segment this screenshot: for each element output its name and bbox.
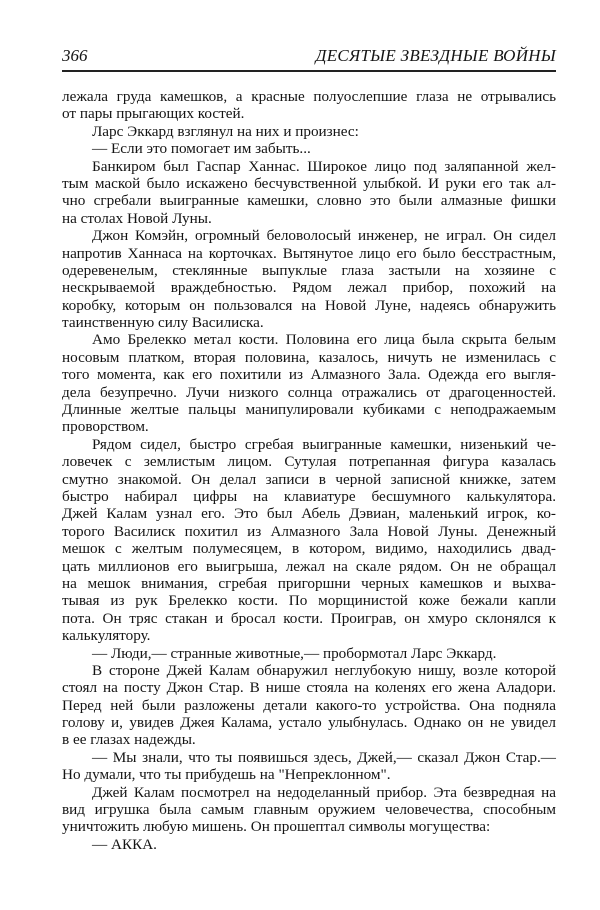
page-body-text [62,88,556,853]
text-line: мешок с желтым полумесяцем, в котором, видимо, находились двад- [62,540,556,558]
page-number: 366 [62,46,88,65]
paragraph [62,436,556,645]
text-line: пота. Он тряс стакан и бросал кости. Проиграв, он хмуро склонялся к [62,609,556,627]
text-line: Длинные желтые пальцы манипулировали кубиками с неподражаемым [62,401,556,419]
text-line: голову и, увидев Джея Калама, устало улыбнулась. Однако он не увидел [62,714,556,732]
text-line: дела безупречно. Лучи низкого солнца отражались от драгоценностей. [62,383,556,401]
text-line: торого Василиск похитил из Алмазного Зала Новой Луны. Денежный [62,522,556,540]
text-line: Джей Калам узнал его. Это был Абель Дэвиан, маленький игрок, ко- [62,505,556,523]
text-line: тывая из рук Брелекко кости. По морщинистой коже бежали капли [62,592,556,610]
text-line: Ларс Эккард взглянул на них и произнес: [92,122,359,140]
text-line: ловечек с землистым лицом. Сутулая потрепанная фигура казалась [62,453,556,471]
text-line: Но думали, что ты прибудешь на "Непреклонном". [62,766,391,784]
text-line: вид игрушка была самым главным оружием человечества, способным [62,801,556,819]
text-line: в ее глазах надежды. [62,731,196,749]
text-line: того момента, как его похитили из Алмазного Зала. Одежда его выгля- [62,366,556,384]
text-line: проворством. [62,418,149,436]
paragraph [62,836,556,853]
text-line: уничтожить любую мишень. Он прошептал символы могущества: [62,818,491,836]
text-line: — АККА. [92,835,157,853]
text-line: быстро набирал цифры на клавиатуре бесшумного калькулятора. [62,487,556,505]
paragraph [62,158,556,228]
text-line: Джей Калам посмотрел на недоделанный прибор. Эта безвредная на [92,783,556,801]
text-line: калькулятору. [62,627,151,645]
text-line: Рядом сидел, быстро сгребая выигранные камешки, низенький че- [92,435,556,453]
text-line: носовым платком, вторая половина, казалось, ничуть не изменилась с [62,348,556,366]
paragraph [62,140,556,157]
text-line: чно сгребали выигранные камешки, словно это были алмазные фишки [62,192,556,210]
paragraph [62,749,556,784]
text-line: Джон Комэйн, огромный беловолосый инженер, не играл. Он сидел [92,227,556,245]
paragraph [62,331,556,435]
text-line: В стороне Джей Калам обнаружил неглубокую нишу, возле которой [92,661,556,679]
paragraph [62,645,556,662]
text-line: смутно знакомой. Он делал записи в черной записной книжке, затем [62,470,556,488]
text-line: лежала груда камешков, а красные полуослепшие глаза не отрывались [62,88,556,105]
text-line: — Если это помогает им забыть... [92,140,311,158]
text-line: на столах Новой Луны. [62,209,212,227]
paragraph [62,662,556,749]
paragraph [62,227,556,331]
text-line: коробку, которым он пользовался на Новой Луне, надеясь обнаружить [62,296,556,314]
text-line: — Люди,— странные животные,— пробормотал Ларс Эккард. [92,644,497,662]
text-line: — Мы знали, что ты появишься здесь, Джей,— сказал Джон Стар.— [92,748,556,766]
text-line: Банкиром был Гаспар Ханнас. Широкое лицо под заляпанной жел- [92,157,556,175]
text-line: на мешок внимания, сгребая пригоршни черных камешков и выхва- [62,574,556,592]
text-line: одеревенелым, стеклянные выпуклые глаза застыли на хозяине с [62,261,556,279]
text-line: стоял на посту Джон Стар. В нише стояла на коленях его жена Аладори. [62,679,556,697]
running-header [62,44,556,72]
text-line: таинственную силу Василиска. [62,314,264,332]
text-line: от пары прыгающих костей. [62,105,245,123]
text-line: нескрываемой враждебностью. Рядом лежал прибор, похожий на [62,279,556,297]
text-line: Амо Брелекко метал кости. Половина его лица была скрыта белым [92,331,556,349]
paragraph [62,784,556,836]
text-line: тым маской было искажено бесчувственной улыбкой. И руки его так ал- [62,174,556,192]
text-line: напротив Ханнаса на корточках. Вытянутое лицо его было бесстрастным, [62,244,556,262]
text-line: Перед ней были разложены детали какого-то устройства. Она подняла [62,696,556,714]
text-line: цать миллионов его выигрыша, лежал на скале рядом. Он не обращал [62,557,556,575]
paragraph [62,123,556,140]
paragraph [62,88,556,123]
running-title: ДЕСЯТЫЕ ЗВЕЗДНЫЕ ВОЙНЫ [315,46,556,65]
